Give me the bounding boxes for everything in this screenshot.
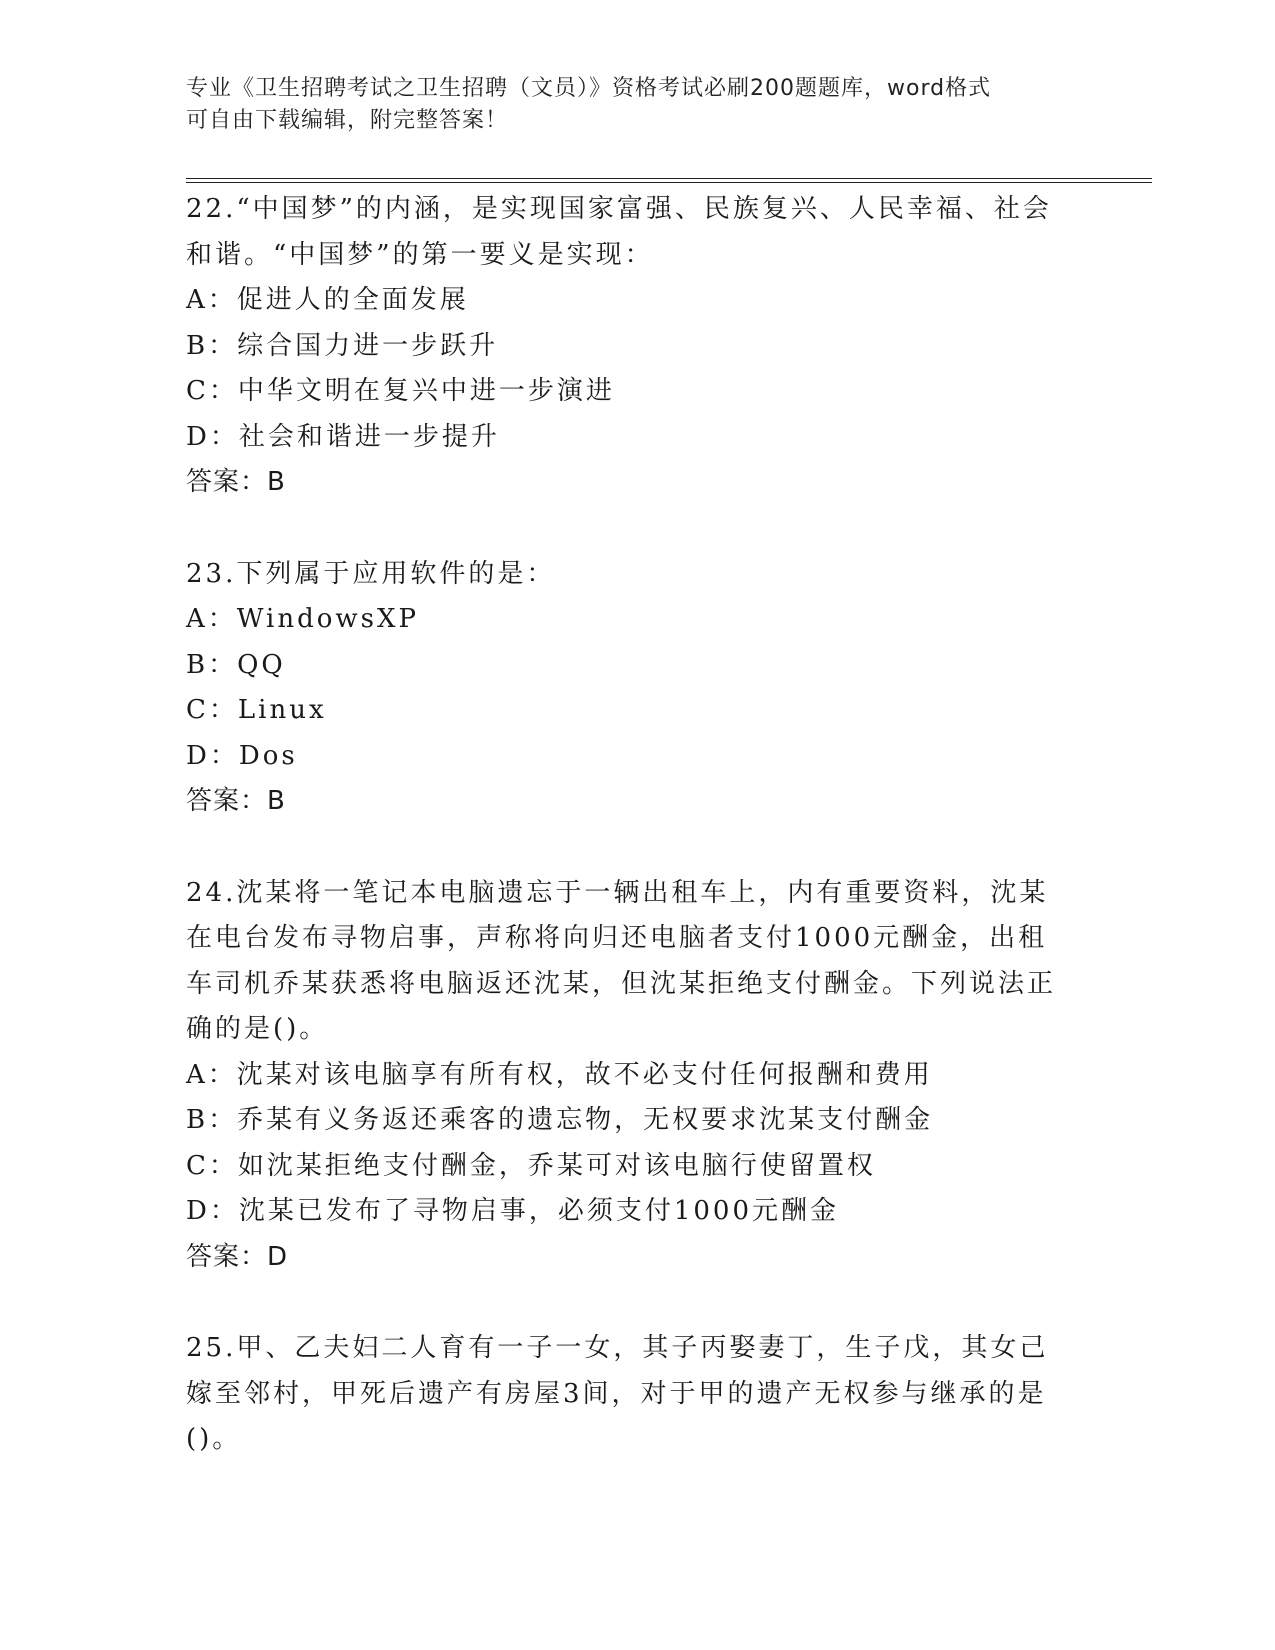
header-divider-bottom <box>186 182 1152 183</box>
answer: 答案：B <box>186 786 286 816</box>
question-text: 24.沈某将一笔记本电脑遗忘于一辆出租车上，内有重要资料，沈某在电台发布寻物启事，声称将向归还电脑者支付1000元酬金，出租车司机乔某获悉将电脑返还沈某，但沈某拒绝支付酬金。下列说法正确的是()。 <box>186 877 1057 1044</box>
header-line-2: 可自由下载编辑，附完整答案！ <box>186 108 509 133</box>
option-a: A：沈某对该电脑享有所有权，故不必支付任何报酬和费用 <box>186 1059 933 1090</box>
option-c: C：如沈某拒绝支付酬金，乔某可对该电脑行使留置权 <box>186 1150 876 1181</box>
question-list <box>186 187 1066 1509</box>
header-line-1: 专业《卫生招聘考试之卫生招聘（文员）》资格考试必刷200题题库，word格式 <box>186 76 992 101</box>
question-24 <box>186 871 1066 1281</box>
question-23 <box>186 552 1066 825</box>
question-text: 25.甲、乙夫妇二人育有一子一女，其子丙娶妻丁，生子戊，其女己嫁至邻村，甲死后遗产有房屋3间，对于甲的遗产无权参与继承的是()。 <box>186 1333 1049 1454</box>
question-25 <box>186 1326 1066 1463</box>
option-d: D：Dos <box>186 740 298 771</box>
answer: 答案：D <box>186 1241 289 1272</box>
question-text: 23.下列属于应用软件的是： <box>186 558 556 589</box>
option-b: B：QQ <box>186 649 286 680</box>
option-c: C：中华文明在复兴中进一步演进 <box>186 376 615 406</box>
document-header <box>186 73 1086 137</box>
question-text: 22.“中国梦”的内涵，是实现国家富强、民族复兴、人民幸福、社会和谐。“中国梦”的第一要义是实现： <box>186 194 1052 270</box>
option-a: A：WindowsXP <box>186 604 420 634</box>
option-b: B：乔某有义务返还乘客的遗忘物，无权要求沈某支付酬金 <box>186 1105 934 1135</box>
answer: 答案：B <box>186 467 286 497</box>
option-d: D：社会和谐进一步提升 <box>186 421 500 452</box>
option-d: D：沈某已发布了寻物启事，必须支付1000元酬金 <box>186 1196 840 1226</box>
option-c: C：Linux <box>186 695 327 725</box>
question-22 <box>186 187 1066 506</box>
option-b: B：综合国力进一步跃升 <box>186 330 499 361</box>
option-a: A：促进人的全面发展 <box>186 285 469 315</box>
header-divider-top <box>186 178 1152 179</box>
